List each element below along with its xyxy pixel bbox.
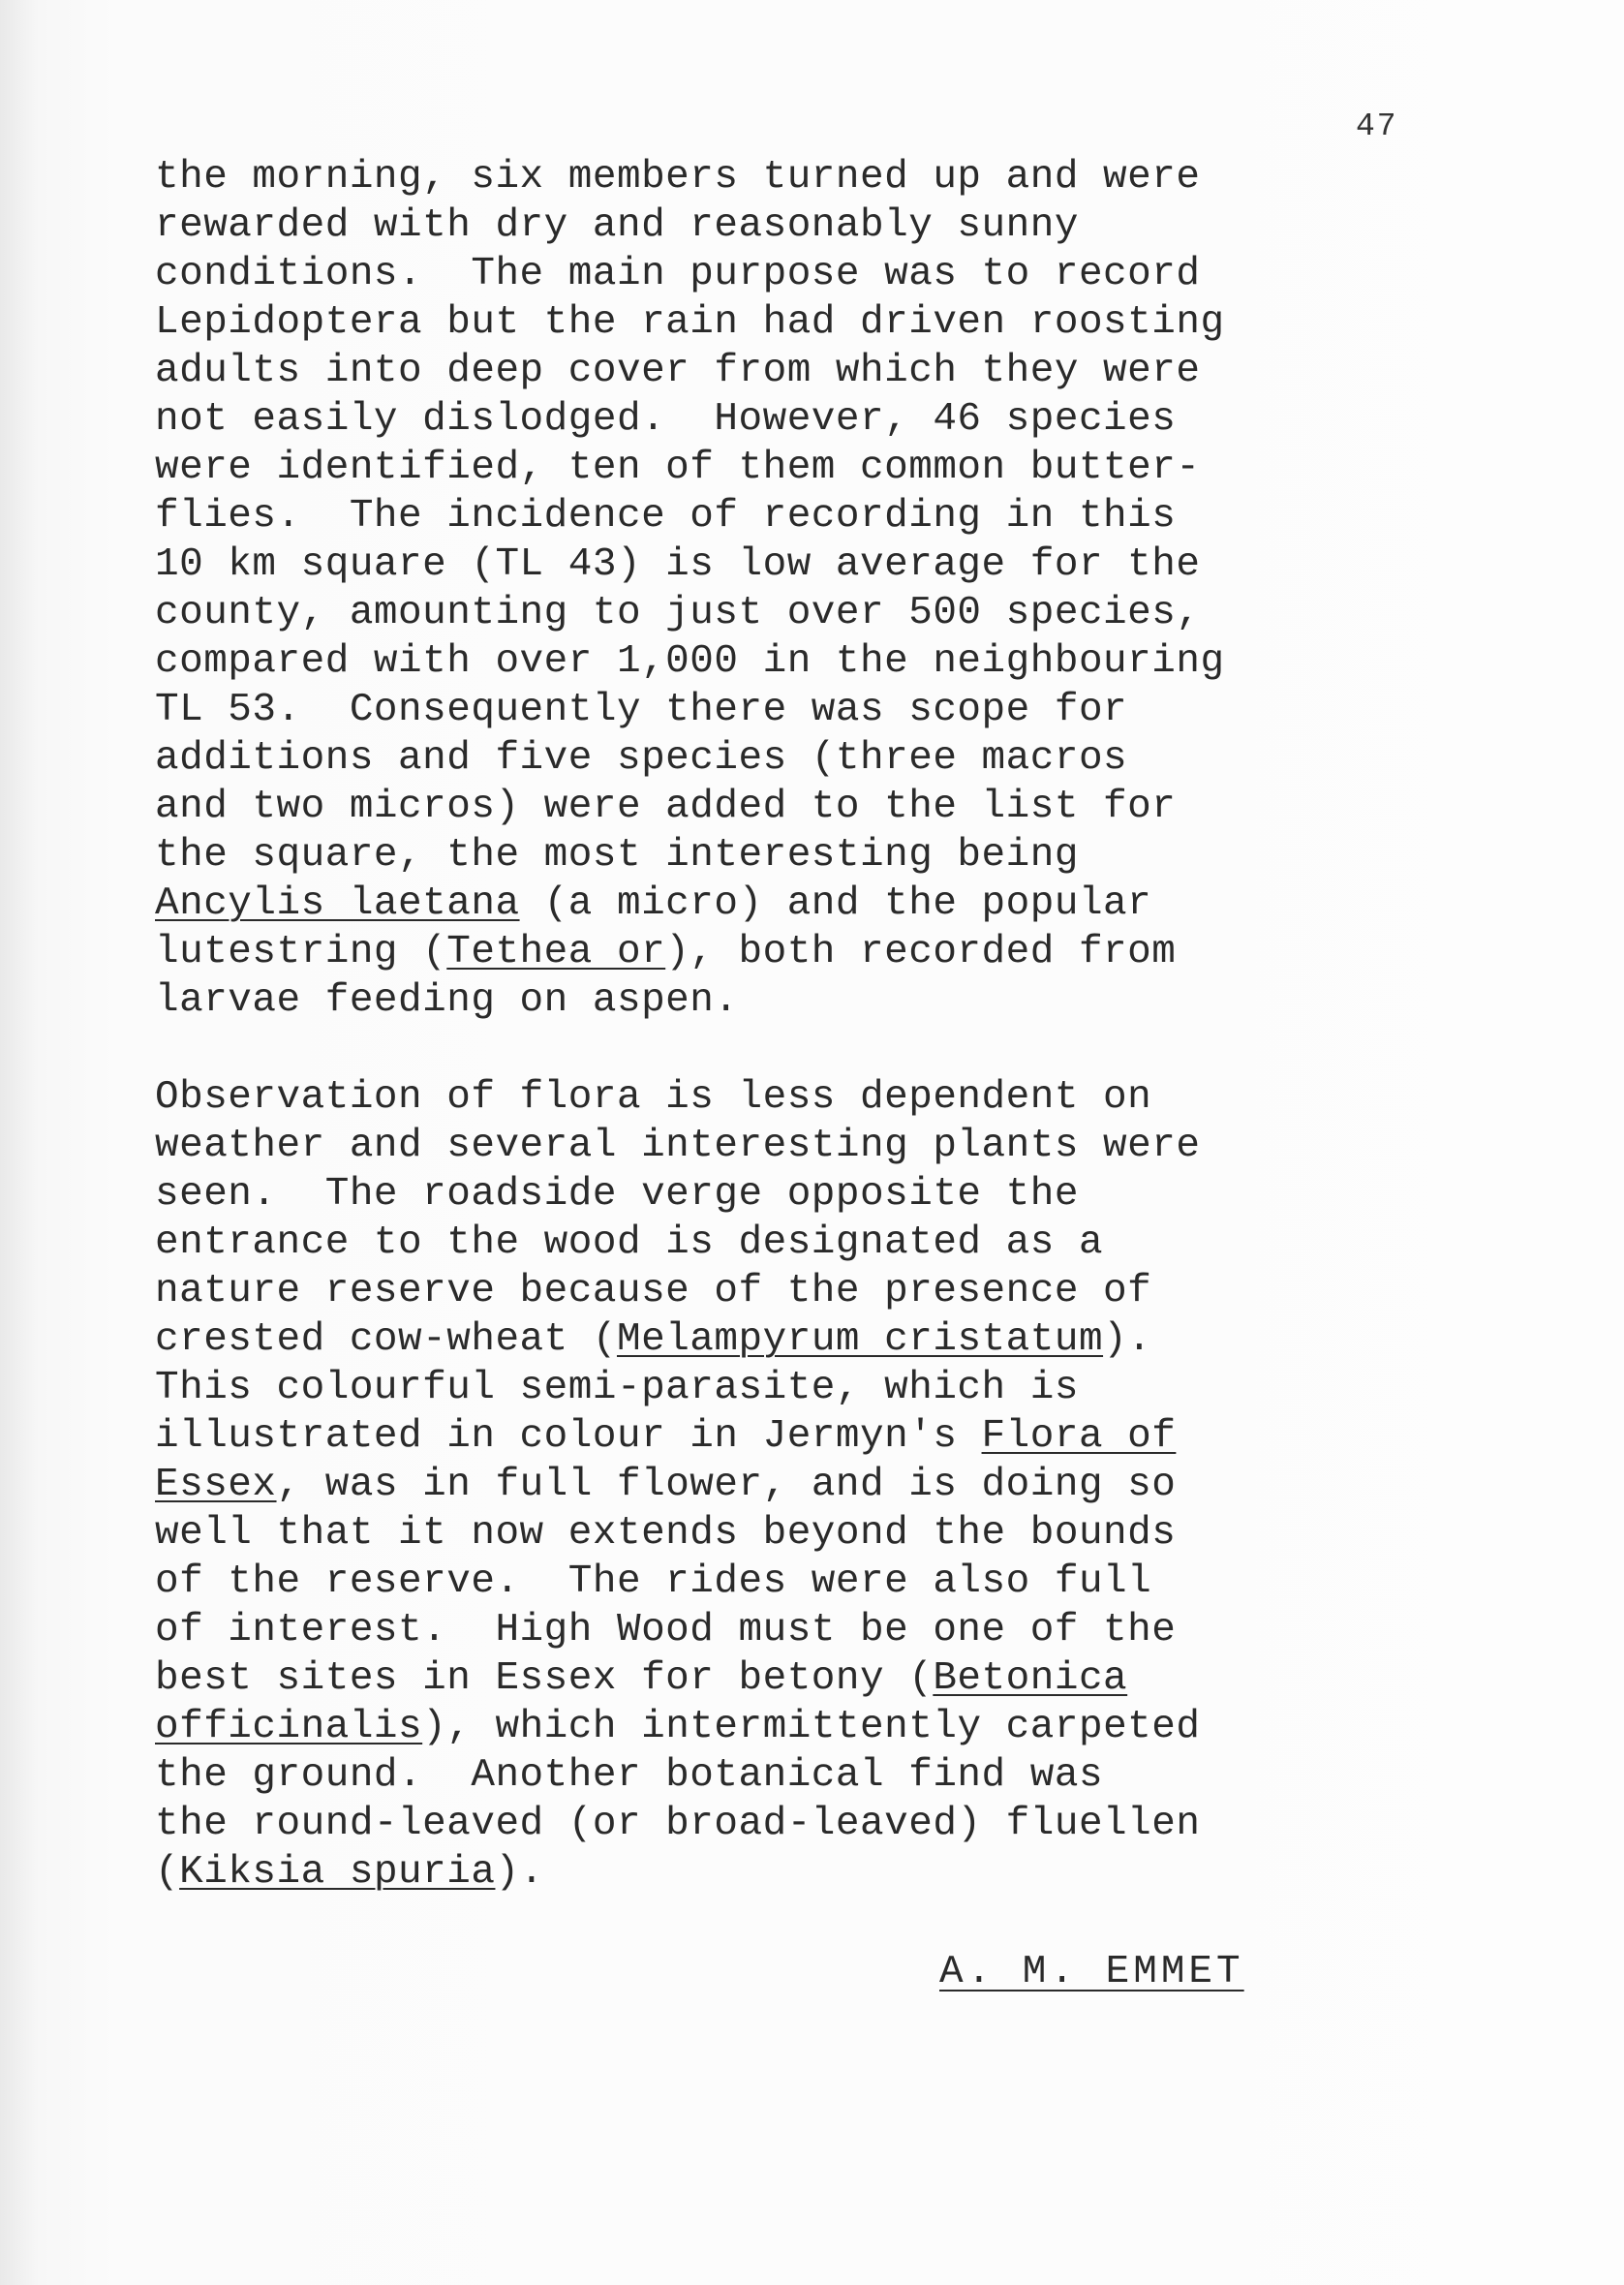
text-segment: illustrated in colour in Jermyn's bbox=[155, 1414, 982, 1459]
text-segment: flies. The incidence of recording in this bbox=[155, 494, 1177, 539]
text-segment: the round-leaved (or broad-leaved) fluellen bbox=[155, 1802, 1201, 1846]
text-segment: seen. The roadside verge opposite the bbox=[155, 1172, 1079, 1217]
text-line bbox=[155, 250, 1511, 298]
text-segment: were identified, ten of them common butter- bbox=[155, 446, 1201, 490]
text-segment: adults into deep cover from which they were bbox=[155, 349, 1201, 393]
text-line bbox=[155, 637, 1511, 686]
text-line bbox=[155, 589, 1511, 637]
text-line bbox=[155, 444, 1511, 492]
text-line bbox=[155, 1073, 1511, 1122]
text-line bbox=[155, 347, 1511, 395]
text-line bbox=[155, 1461, 1511, 1509]
text-line bbox=[155, 686, 1511, 734]
text-segment: weather and several interesting plants were bbox=[155, 1124, 1201, 1168]
text-segment: nature reserve because of the presence of bbox=[155, 1269, 1152, 1313]
text-line bbox=[155, 201, 1511, 250]
text-line bbox=[155, 1364, 1511, 1412]
text-segment: the morning, six members turned up and were bbox=[155, 155, 1201, 200]
text-segment: Observation of flora is less dependent on bbox=[155, 1075, 1152, 1120]
text-line bbox=[155, 1170, 1511, 1219]
text-segment: the square, the most interesting being bbox=[155, 833, 1079, 878]
text-line bbox=[155, 1267, 1511, 1315]
text-segment: ). bbox=[495, 1850, 544, 1895]
text-segment: crested cow-wheat ( bbox=[155, 1317, 617, 1362]
text-segment: of interest. High Wood must be one of the bbox=[155, 1608, 1177, 1652]
text-segment: rewarded with dry and reasonably sunny bbox=[155, 203, 1079, 248]
text-line bbox=[155, 1751, 1511, 1800]
text-line bbox=[155, 831, 1511, 880]
text-segment: conditions. The main purpose was to record bbox=[155, 252, 1201, 296]
paragraph bbox=[155, 153, 1511, 1025]
text-line bbox=[155, 1122, 1511, 1170]
underlined-term: Kiksia spuria bbox=[179, 1850, 496, 1895]
text-line bbox=[155, 1412, 1511, 1461]
underlined-term: Essex bbox=[155, 1463, 277, 1507]
text-segment: ). bbox=[1103, 1317, 1152, 1362]
text-line bbox=[155, 1219, 1511, 1267]
text-line bbox=[155, 1703, 1511, 1751]
text-line bbox=[155, 1848, 1511, 1897]
underlined-term: officinalis bbox=[155, 1705, 423, 1749]
paragraph-gap bbox=[155, 1025, 1511, 1073]
page-number: 47 bbox=[1356, 108, 1398, 144]
text-line bbox=[155, 1800, 1511, 1848]
underlined-term: Tethea or bbox=[446, 930, 666, 974]
underlined-term: Melampyrum cristatum bbox=[616, 1317, 1104, 1362]
text-segment: of the reserve. The rides were also full bbox=[155, 1559, 1152, 1604]
text-segment: best sites in Essex for betony ( bbox=[155, 1656, 934, 1701]
text-segment: county, amounting to just over 500 species, bbox=[155, 591, 1201, 635]
text-segment: This colourful semi-parasite, which is bbox=[155, 1366, 1079, 1410]
text-segment: , was in full flower, and is doing so bbox=[276, 1463, 1177, 1507]
text-segment: ( bbox=[155, 1850, 180, 1895]
text-segment: additions and five species (three macros bbox=[155, 736, 1128, 781]
text-segment: (a micro) and the popular bbox=[519, 881, 1152, 926]
text-line bbox=[155, 1606, 1511, 1654]
text-segment: entrance to the wood is designated as a bbox=[155, 1220, 1104, 1265]
text-line bbox=[155, 734, 1511, 783]
text-line bbox=[155, 976, 1511, 1025]
body-text bbox=[155, 153, 1511, 1897]
text-segment: well that it now extends beyond the bounds bbox=[155, 1511, 1177, 1556]
paragraph bbox=[155, 1073, 1511, 1897]
text-line bbox=[155, 928, 1511, 976]
text-line bbox=[155, 1315, 1511, 1364]
text-line bbox=[155, 1558, 1511, 1606]
text-line bbox=[155, 395, 1511, 444]
author-signature: A. M. EMMET bbox=[939, 1950, 1244, 1994]
underlined-term: Ancylis laetana bbox=[155, 881, 520, 926]
text-segment: ), both recorded from bbox=[665, 930, 1177, 974]
text-segment: ), which intermittently carpeted bbox=[422, 1705, 1201, 1749]
text-line bbox=[155, 540, 1511, 589]
underlined-term: Flora of bbox=[981, 1414, 1177, 1459]
text-segment: Lepidoptera but the rain had driven roosting bbox=[155, 300, 1225, 345]
text-segment: the ground. Another botanical find was bbox=[155, 1753, 1104, 1798]
text-line bbox=[155, 1509, 1511, 1558]
text-segment: 10 km square (TL 43) is low average for the bbox=[155, 542, 1201, 587]
text-line bbox=[155, 880, 1511, 928]
text-segment: larvae feeding on aspen. bbox=[155, 978, 739, 1023]
text-line bbox=[155, 153, 1511, 201]
text-segment: TL 53. Consequently there was scope for bbox=[155, 688, 1128, 732]
underlined-term: Betonica bbox=[933, 1656, 1128, 1701]
text-segment: compared with over 1,000 in the neighbouring bbox=[155, 639, 1225, 684]
text-line bbox=[155, 783, 1511, 831]
text-segment: and two micros) were added to the list for bbox=[155, 785, 1177, 829]
text-segment: not easily dislodged. However, 46 species bbox=[155, 397, 1177, 442]
text-line bbox=[155, 1654, 1511, 1703]
text-line bbox=[155, 298, 1511, 347]
text-segment: lutestring ( bbox=[155, 930, 447, 974]
text-line bbox=[155, 492, 1511, 540]
